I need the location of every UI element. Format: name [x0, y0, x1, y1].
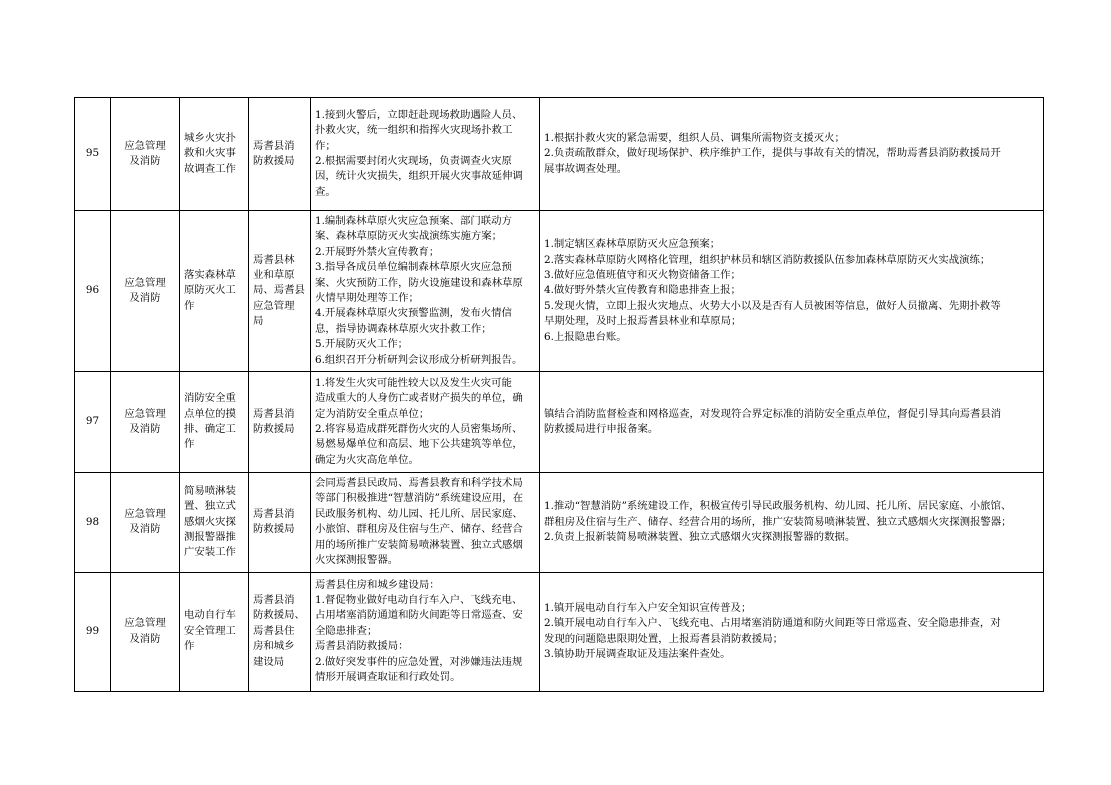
county-duty-cell [311, 372, 540, 473]
text-line: 2.做好突发事件的应急处置，对涉嫌违法违规 [315, 655, 523, 668]
text-line: 及消防 [129, 423, 161, 436]
text-line: 全隐患排查； [315, 624, 378, 637]
town-duty-cell [540, 572, 1044, 691]
department-cell [249, 473, 311, 572]
county-duty-cell [311, 572, 540, 691]
category-cell [111, 211, 180, 372]
text-line: 置、独立式 [184, 500, 236, 513]
text-line: 用的场所推广安装简易喷淋装置、独立式感烟 [315, 538, 523, 551]
text-line: 落实森林草 [184, 268, 236, 281]
text-line: 2.负责疏散群众，做好现场保护、秩序维护工作，提供与事故有关的情况，帮助焉耆县消防救援局开 [544, 147, 1001, 160]
text-line: 消防安全重 [184, 392, 236, 405]
text-line: 房和城乡 [253, 640, 295, 653]
town-duty-cell [540, 211, 1044, 372]
town-duty-cell [540, 98, 1044, 211]
text-line: 扑救火灾，统一组织和指挥火灾现场扑救工 [315, 124, 513, 137]
text-line: 防救援局进行申报备案。 [544, 423, 659, 436]
text-line: 6.上报隐患台账。 [544, 330, 627, 343]
text-line: 救和火灾事 [184, 147, 236, 160]
text-line: 简易喷淋装 [184, 484, 236, 497]
text-line: 1.根据扑救火灾的紧急需要，组织人员、调集所需物资支援灭火； [544, 131, 845, 144]
text-line: 排、确定工 [184, 423, 236, 436]
text-line: 案、火灾预防工作，防火设施建设和森林草原 [315, 276, 523, 289]
row-number: 97 [75, 372, 111, 473]
text-line: 城乡火灾扑 [184, 131, 236, 144]
row-number: 98 [75, 473, 111, 572]
text-line: 应急管理 [124, 507, 166, 520]
item-cell [180, 98, 249, 211]
text-line: 应急管理 [253, 299, 295, 312]
text-line: 3.指导各成员单位编制森林草原火灾应急预 [315, 261, 512, 274]
text-line: 1.编制森林草原火灾应急预案、部门联动方 [315, 215, 512, 227]
text-line: 1.督促物业做好电动自行车入户、飞线充电、 [315, 593, 523, 606]
text-line: 5.开展防灭火工作； [315, 338, 409, 351]
text-line: 镇结合消防监督检查和网格巡查，对发现符合界定标准的消防安全重点单位，督促引导其向焉耆县消 [544, 407, 1002, 420]
text-line: 及消防 [129, 155, 161, 167]
text-line: 案、森林草原防灭火实战演练实施方案； [315, 230, 503, 243]
text-line: 及消防 [129, 523, 161, 536]
text-line: 焉耆县住房和城乡建设局： [315, 578, 440, 591]
text-line: 6.组织召开分析研判会议形成分析研判报告。 [315, 353, 523, 366]
table-row [75, 211, 1044, 372]
item-cell [180, 211, 249, 372]
text-line: 查。 [315, 185, 336, 198]
text-line: 定为消防安全重点单位； [315, 407, 430, 420]
row-number: 95 [75, 98, 111, 211]
text-line: 火情早期处理等工作； [315, 292, 419, 305]
text-line: 1.推动“智慧消防”系统建设工作，积极宣传引导民政服务机构、幼儿园、托儿所、居民家庭、小旅馆、 [544, 500, 1012, 513]
text-line: 2.负责上报新装简易喷淋装置、独立式感烟火灾探测报警器的数据。 [544, 530, 856, 543]
text-line: 1.将发生火灾可能性较大以及发生火灾可能 [315, 376, 512, 389]
text-line: 应急管理 [124, 407, 166, 420]
text-line: 焉耆县消 [253, 507, 295, 520]
text-line: 作 [184, 438, 195, 451]
text-line: 作 [184, 640, 195, 653]
text-line: 防救援局 [253, 523, 295, 536]
text-line: 及消防 [129, 292, 161, 305]
text-line: 焉耆县消 [253, 407, 295, 420]
county-duty-cell [311, 473, 540, 572]
text-line: 4.开展森林草原火灾预警监测，发布火情信 [315, 307, 512, 320]
text-line: 局、焉耆县 [253, 284, 305, 297]
text-line: 防救援局、 [253, 609, 305, 622]
text-line: 占用堵塞消防通道和防火间距等日常巡查、安 [315, 609, 523, 622]
text-line: 应急管理 [124, 617, 166, 630]
category-cell [111, 473, 180, 572]
text-line: 因，统计火灾损失，组织开展火灾事故延伸调 [315, 170, 523, 183]
table-row [75, 572, 1044, 691]
text-line: 1.镇开展电动自行车入户安全知识宣传普及； [544, 601, 752, 614]
table-row [75, 98, 1044, 211]
text-line: 及消防 [129, 632, 161, 645]
department-cell [249, 211, 311, 372]
text-line: 焉耆县林 [253, 253, 295, 266]
text-line: 群租房及住宿与生产、储存、经营合用的场所，推广安装简易喷淋装置、独立式感烟火灾探测报警器； [544, 515, 1012, 528]
row-number: 96 [75, 211, 111, 372]
table-row [75, 473, 1044, 572]
text-line: 应急管理 [124, 139, 166, 152]
category-cell [111, 372, 180, 473]
text-line: 会同焉耆县民政局、焉耆县教育和科学技术局 [315, 477, 523, 490]
text-line: 业和草原 [253, 268, 295, 281]
text-line: 造成重大的人身伤亡或者财产损失的单位，确 [315, 392, 523, 405]
text-line: 感烟火灾探 [184, 515, 236, 528]
text-line: 安全管理工 [184, 624, 236, 637]
row-number: 99 [75, 572, 111, 691]
text-line: 1.接到火警后，立即赶赴现场救助遇险人员、 [315, 108, 523, 121]
text-line: 焉耆县消 [253, 593, 295, 606]
county-duty-cell [311, 98, 540, 211]
department-cell [249, 572, 311, 691]
text-line: 测报警器推 [184, 530, 236, 543]
text-line: 1.制定辖区森林草原防灭火应急预案； [544, 238, 721, 251]
table-body [75, 98, 1044, 692]
county-duty-cell [311, 211, 540, 372]
text-line: 情形开展调查取证和行政处罚。 [315, 671, 461, 684]
text-line: 2.镇开展电动自行车入户、飞线充电、占用堵塞消防通道和防火间距等日常巡查、安全隐患排查，对 [544, 617, 1001, 630]
text-line: 展事故调查处理。 [544, 162, 628, 175]
duty-table [74, 97, 1044, 692]
department-cell [249, 98, 311, 211]
text-line: 民政服务机构、幼儿园、托儿所、居民家庭、 [315, 507, 523, 520]
town-duty-cell [540, 473, 1044, 572]
text-line: 发现的问题隐患限期处置，上报焉耆县消防救援局； [544, 632, 783, 645]
text-line: 作； [315, 139, 336, 152]
text-line: 确定为火灾高危单位。 [315, 453, 419, 466]
text-line: 建设局 [253, 655, 285, 668]
item-cell [180, 372, 249, 473]
text-line: 局 [253, 315, 264, 328]
text-line: 4.做好野外禁火宣传教育和隐患排查上报； [544, 284, 741, 297]
text-line: 等部门积极推进“智慧消防”系统建设应用，在 [315, 492, 524, 505]
text-line: 焉耆县消防救援局： [315, 640, 409, 653]
text-line: 广安装工作 [184, 546, 236, 559]
text-line: 2.将容易造成群死群伤火灾的人员密集场所、 [315, 423, 523, 436]
text-line: 小旅馆、群租房及住宿与生产、储存、经营合 [315, 523, 523, 536]
text-line: 应急管理 [124, 276, 166, 289]
item-cell [180, 473, 249, 572]
text-line: 防救援局 [253, 155, 295, 167]
text-line: 作 [184, 299, 195, 312]
text-line: 2.开展野外禁火宣传教育； [315, 245, 440, 258]
text-line: 原防灭火工 [184, 284, 236, 297]
text-line: 3.做好应急值班值守和灭火物资储备工作； [544, 268, 741, 281]
item-cell [180, 572, 249, 691]
text-line: 3.镇协助开展调查取证及违法案件查处。 [544, 647, 731, 660]
text-line: 早期处理，及时上报焉耆县林业和草原局； [544, 315, 742, 328]
town-duty-cell [540, 372, 1044, 473]
department-cell [249, 372, 311, 473]
category-cell [111, 572, 180, 691]
text-line: 点单位的摸 [184, 407, 236, 420]
text-line: 息，指导协调森林草原火灾扑救工作； [315, 322, 492, 335]
text-line: 易燃易爆单位和高层、地下公共建筑等单位， [315, 438, 523, 451]
table-row [75, 372, 1044, 473]
text-line: 故调查工作 [184, 162, 236, 175]
text-line: 防救援局 [253, 423, 295, 436]
text-line: 2.落实森林草原防火网格化管理，组织护林员和辖区消防救援队伍参加森林草原防灭火实战演练； [544, 253, 991, 266]
text-line: 焉耆县住 [253, 624, 295, 637]
text-line: 电动自行车 [184, 609, 236, 622]
category-cell [111, 98, 180, 211]
text-line: 火灾探测报警器。 [315, 554, 399, 567]
text-line: 2.根据需要封闭火灾现场，负责调查火灾原 [315, 155, 512, 167]
text-line: 焉耆县消 [253, 139, 295, 152]
text-line: 5.发现火情，立即上报火灾地点、火势大小以及是否有人员被困等信息，做好人员撤离、先期扑救等 [544, 299, 1001, 312]
